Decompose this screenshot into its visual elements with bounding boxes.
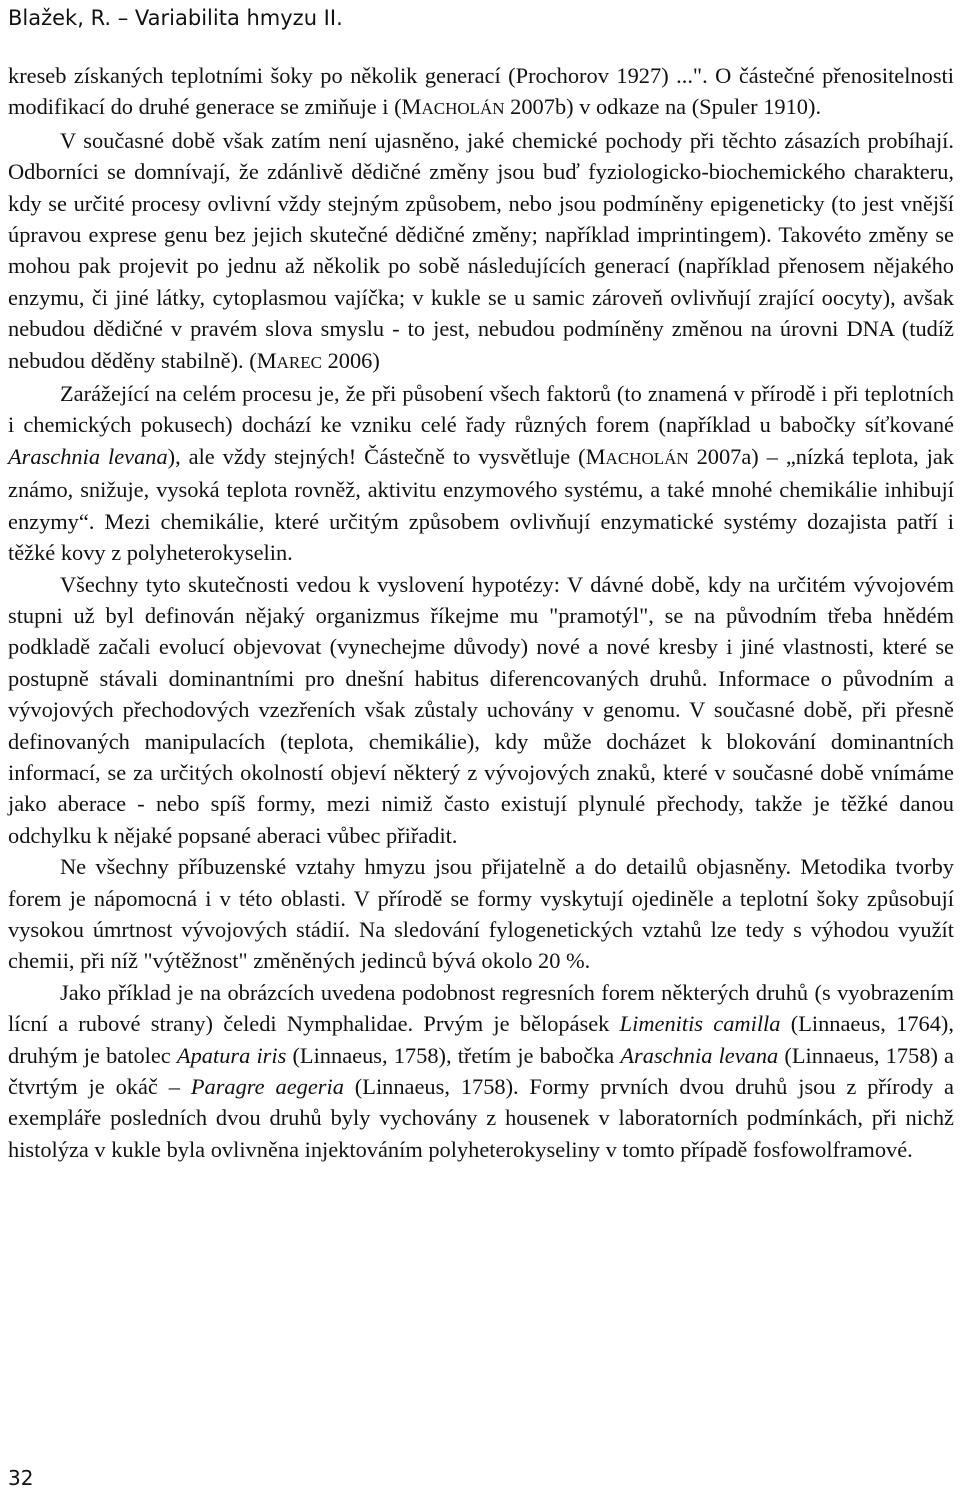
species-name: Apatura iris [176, 1042, 287, 1068]
species-name: Araschnia levana [620, 1042, 779, 1068]
paragraph-2: Zarážející na celém procesu je, že při působení všech faktorů (to znamená v přírodě i při teplotních i chemických pokusech) dochází ke vzniku celé řady různých forem (například u babočky síťkované Araschnia levana), ale vždy stejných! Částečně to vysvětluje (MACHOLÁN 2007a) – „nízká teplota, jak známo, snižuje, vysoká teplota rovněž, aktivitu enzymového systému, a také mnohé chemikálie inhibují enzymy“. Mezi chemikálie, které určitým způsobem ovlivňují enzymatické systémy dozajista patří i těžké kovy z polyheterokyselin. [8, 381, 954, 566]
paragraph-1: kreseb získaných teplotními šoky po několik generací (Prochorov 1927) ...". O částečné přenositelnosti modifikací do druhé generace se zmiňuje i (MACHOLÁN 2007b) v odkaze na (Spuler 1910). [8, 63, 954, 120]
running-header: Blažek, R. – Variabilita hmyzu II. [8, 6, 343, 30]
body-text [8, 60, 954, 1165]
paragraph-4: Ne všechny příbuzenské vztahy hmyzu jsou přijatelně a do detailů objasněny. Metodika tvorby forem je nápomocná i v této oblasti. V přírodě se formy vyskytují ojediněle a teplotní šoky způsobují vysokou úmrtnost vývojových stádií. Na sledování fylogenetických vztahů lze tedy s výhodou využít chemii, při níž "výtěžnost" změněných jedinců bývá okolo 20 %. [8, 854, 954, 974]
paragraph-1b: V současné době však zatím není ujasněno, jaké chemické pochody při těchto zásazích probíhají. Odborníci se domnívají, že zdánlivě dědičné změny jsou buď fyziologicko-biochemického charakteru, kdy se určité procesy ovlivní vždy stejným způsobem, nebo jsou podmíněny epigeneticky (to jest vnější úpravou exprese genu bez jejich skutečné dědičné změny; například imprintingem). Takovéto změny se mohou pak projevit po jednu až několik po sobě následujících generací (například přenosem nějakého enzymu, či jiné látky, cytoplasmou vajíčka; v kukle se u samic zároveň ovlivňují zrající oocyty), avšak nebudou dědičné v pravém slova smyslu - to jest, nebudou podmíněny změnou na úrovni DNA (tudíž nebudou děděny stabilně). (MAREC 2006) [8, 127, 954, 373]
paragraph-5: Jako příklad je na obrázcích uvedena podobnost regresních forem některých druhů (s vyobrazením lícní a rubové strany) čeledi Nymphalidae. Prvým je bělopásek Limenitis camilla (Linnaeus, 1764), druhým je batolec Apatura iris (Linnaeus, 1758), třetím je babočka Araschnia levana (Linnaeus, 1758) a čtvrtým je okáč – Paragre aegeria (Linnaeus, 1758). Formy prvních dvou druhů jsou z přírody a exempláře posledních dvou druhů byly vychovány z housenek v laboratorních podmínkách, při nichž histolýza v kukle byla ovlivněna injektováním polyheterokyseliny v tomto případě fosfowolframové. [8, 979, 954, 1162]
paragraph-3: Všechny tyto skutečnosti vedou k vyslovení hypotézy: V dávné době, kdy na určitém vývojovém stupni už byl definován nějaký organizmus říkejme mu "pramotýl", se na původním třeba hnědém podkladě začali evolucí objevovat (vynechejme důvody) nové a nové kresby i jiné vlastnosti, které se postupně stávali dominantními pro dnešní habitus diferencovaných druhů. Informace o původním a vývojových přechodových vzezřeních však zůstaly uchovány v genomu. V současné době, při přesně definovaných manipulacích (teplota, chemikálie), kdy může docházet k blokování dominantních informací, se za určitých okolností objeví některý z vývojových znaků, které v současné době vnímáme jako aberace - nebo spíš formy, mezi nimiž často existují plynulé přechody, takže je těžké danou odchylku k nějaké popsané aberaci vůbec přiřadit. [8, 571, 954, 848]
species-name: Araschnia levana [8, 443, 168, 469]
citation-author: ACHOLÁN [605, 448, 689, 468]
species-name: Limenitis camilla [619, 1011, 781, 1037]
citation-author: AREC [276, 352, 322, 372]
page-number: 32 [8, 1466, 34, 1490]
citation-author: ACHOLÁN [421, 99, 505, 119]
species-name: Paragre aegeria [190, 1074, 344, 1099]
